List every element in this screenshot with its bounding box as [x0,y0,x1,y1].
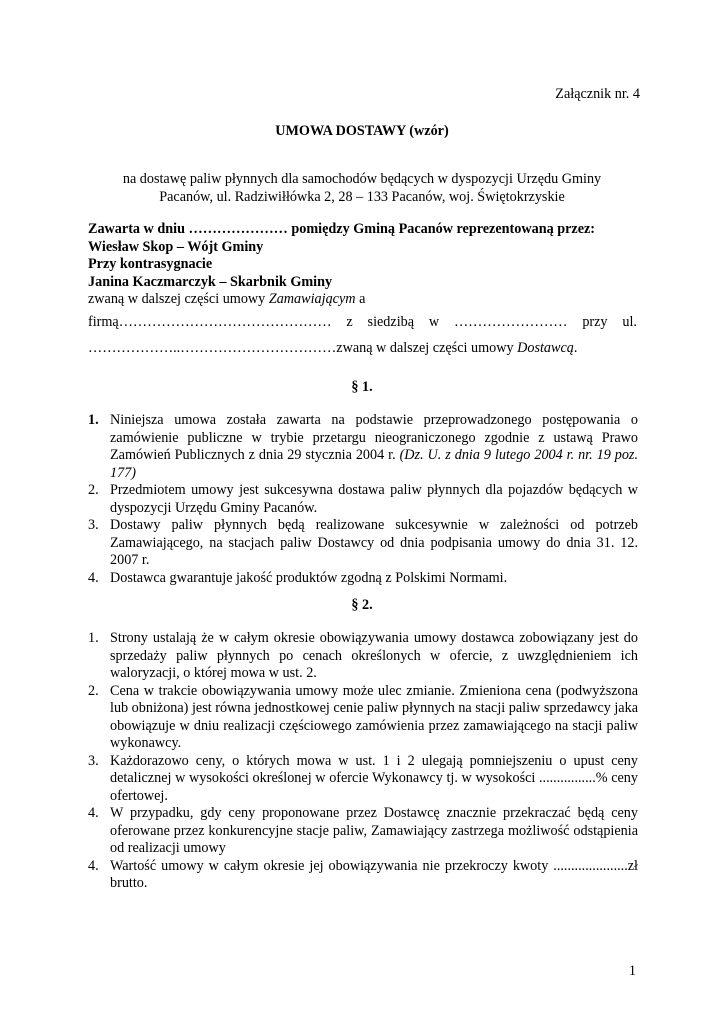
firm-line-2 [88,340,648,358]
list-item [88,630,638,683]
parties-line-client [88,291,365,307]
item-number: 3. [88,517,99,533]
client-tail: a [355,291,366,307]
parties-line-date: Zawarta w dniu ………………… pomiędzy Gminą Pacanów reprezentowaną przez: [88,221,596,237]
supplier-role: Dostawcą [517,340,574,356]
item-number: 3. [88,752,99,769]
parties-line-countersign: Przy kontrasygnacie [88,256,213,272]
attachment-label: Załącznik nr. 4 [555,86,640,102]
list-item [88,753,638,806]
list-item [88,570,638,588]
list-item [88,858,638,893]
firm-word: w [428,314,440,330]
list-item [88,482,638,517]
item-text: Strony ustalają że w całym okresie obowiązywania umowy dostawca zobowiązany jest do sprzedaży paliw płynnych po cenach określonych w ofercie, z uwzględnieniem ich waloryzacji, o której mowa w ust. 2. [110,630,638,681]
client-role: Zamawiającym [268,291,356,307]
page-number: 1 [628,963,636,979]
parties-line-treasurer: Janina Kaczmarczyk – Skarbnik Gminy [88,273,333,290]
section-2-list [88,630,638,893]
item-number: 1. [88,630,99,646]
item-citation: (Dz. U. z dnia 9 lutego 2004 r. nr. 19 poz. 177) [110,447,639,481]
item-text: Przedmiotem umowy jest sukcesywna dostawa paliw płynnych dla pojazdów będących w dyspozycji Urzędu Gminy Pacanów. [110,482,638,516]
contract-subject: na dostawę paliw płynnych dla samochodów będących w dyspozycji Urzędu Gminy Pacanów, ul. Radziwiłłówka 2, 28 – 133 Pacanów, woj. Świętokrzyskie [122,171,602,205]
parties-line-mayor: Wiesław Skop – Wójt Gminy [88,238,264,255]
supplier-tail: . [573,340,578,356]
list-item [88,683,638,753]
firm-word: przy [582,314,608,330]
contract-parties [88,221,648,309]
item-text: Każdorazowo ceny, o których mowa w ust. 1 i 2 ulegają pomniejszeniu o upust ceny detalicznej w wysokości określonej w ofercie Wykonawcy tj. w wysokości ................% ceny ofertowej. [110,752,638,804]
item-text: Cena w trakcie obowiązywania umowy może ulec zmianie. Zmieniona cena (podwyższona lub obniżona) jest równa jednostkowej cenie paliw płynnych na stacji paliw sprzedawcy jaka obowiązuje w dniu realizacji częściowego zamówienia przez zamawiającego na stacji paliw wykonawcy. [110,682,638,751]
item-text: Niniejsza umowa została zawarta na podstawie przeprowadzonego postępowania o zamówienie publiczne w trybie przetargu nieograniczonego zgodnie z ustawą Prawo Zamówień Publicznych z dnia 29 stycznia 2004 r. [110,412,638,463]
document-title: UMOWA DOSTAWY (wzór) [275,123,449,139]
firm-line-1 [88,314,637,332]
item-number: 1. [88,412,99,428]
item-number: 4. [88,805,99,821]
section-1-list [88,412,638,587]
item-number: 2. [88,482,99,498]
firm-word: ul. [622,314,637,330]
item-number: 4. [88,569,99,586]
item-text: W przypadku, gdy ceny proponowane przez Dostawcę znacznie przekraczać będą ceny oferowane przez konkurencyjne stacje paliw, Zamawiający zastrzega możliwość odstąpienia od realizacji umowy [110,805,638,856]
item-text: Dostawca gwarantuje jakość produktów zgodną z Polskimi Normami. [110,569,508,586]
section-1-heading: § 1. [351,379,373,395]
list-item [88,805,638,858]
item-number: 2. [88,682,99,699]
list-item [88,517,638,570]
item-text: Dostawy paliw płynnych będą realizowane sukcesywnie w zależności od potrzeb Zamawiającego, na stacjach paliw Dostawcy od dnia podpisania umowy do dnia 31. 12. 2007 r. [110,517,638,568]
section-2-heading: § 2. [351,597,373,613]
firm-word: siedzibą [367,314,415,330]
item-number: 4. [88,857,99,874]
firm-word: …………………… [453,314,568,330]
item-text: Wartość umowy w całym okresie jej obowiązywania nie przekroczy kwoty .....................zł brutto. [110,857,638,891]
client-text: zwaną w dalszej części umowy [88,291,269,307]
firm-word: firmą……………………………………… [88,314,332,330]
list-item [88,412,638,482]
firm-word: z [346,314,353,330]
supplier-text: ………………..……………………………zwaną w dalszej części umowy [88,340,518,356]
